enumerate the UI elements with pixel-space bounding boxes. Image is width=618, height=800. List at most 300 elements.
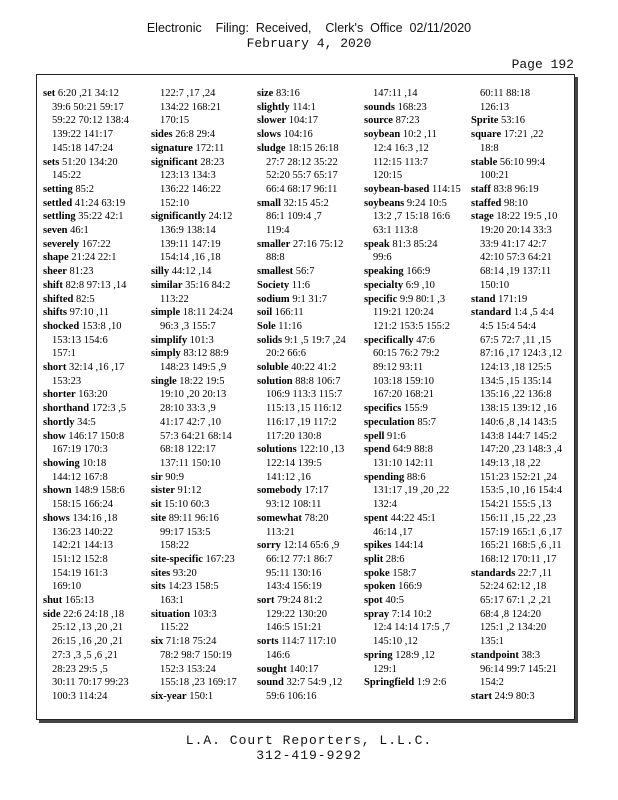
- index-entry: [471, 690, 574, 704]
- index-term: sit: [151, 499, 162, 511]
- index-term: sorts: [257, 636, 279, 648]
- index-entry: [257, 484, 360, 511]
- index-line: [43, 156, 146, 170]
- index-refs: 131:10 142:11: [373, 457, 434, 469]
- index-term: small: [257, 197, 281, 209]
- index-entry: [471, 293, 574, 307]
- index-term: sound: [257, 677, 284, 689]
- index-refs: 158:15 166:24: [52, 499, 113, 511]
- index-refs: 101:3: [189, 334, 214, 346]
- index-refs: 32:15 45:2: [283, 197, 329, 209]
- index-line: [471, 553, 574, 567]
- index-refs: 83:8 96:19: [493, 183, 539, 195]
- index-column-1: [43, 87, 146, 704]
- index-refs: 153:8 ,10: [81, 320, 122, 332]
- index-refs: 151:23 152:21 ,24: [480, 471, 557, 483]
- index-refs: 26:8 29:4: [175, 129, 216, 141]
- index-refs: 103:18 159:10: [373, 375, 434, 387]
- index-line: [471, 375, 574, 389]
- index-line: [43, 580, 146, 594]
- index-line: [151, 471, 254, 485]
- index-term: square: [471, 129, 502, 141]
- index-line: [257, 471, 360, 485]
- index-refs: 144:14: [394, 540, 424, 552]
- index-refs: 90:9: [165, 471, 184, 483]
- index-entry: [471, 114, 574, 128]
- index-refs: 6:20 ,21 34:12: [57, 88, 119, 99]
- index-term: setting: [43, 183, 73, 195]
- index-term: sort: [257, 595, 275, 607]
- index-refs: 12:14 65:6 ,9: [283, 540, 340, 552]
- index-refs: 11:16: [278, 320, 302, 332]
- index-line: [43, 443, 146, 457]
- index-line: [471, 334, 574, 348]
- index-refs: 145:18 147:24: [52, 142, 113, 154]
- index-entry: [471, 306, 574, 566]
- index-refs: 10:2 ,11: [402, 129, 437, 141]
- index-column-5: [471, 87, 574, 704]
- index-refs: 32:14 ,16 ,17: [68, 362, 125, 374]
- index-line: [43, 539, 146, 553]
- index-entry: [151, 375, 254, 471]
- index-line: [471, 567, 574, 581]
- index-line: [364, 526, 467, 540]
- index-refs: 78:2 98:7 150:19: [160, 649, 232, 661]
- index-refs: 99:6: [373, 252, 392, 264]
- index-term: shocked: [43, 320, 80, 332]
- index-line: [471, 265, 574, 279]
- index-refs: 59:22 70:12 138:4: [52, 115, 130, 127]
- index-line: [43, 361, 146, 375]
- index-line: [364, 594, 467, 608]
- index-entry: [151, 580, 254, 607]
- index-refs: 87:23: [395, 115, 420, 127]
- index-line: [43, 690, 146, 704]
- index-line: [364, 87, 467, 101]
- index-term: sodium: [257, 293, 290, 305]
- index-refs: 66:12 77:1 86:7: [266, 553, 333, 565]
- index-term: sites: [151, 567, 171, 579]
- index-line: [151, 594, 254, 608]
- index-entry: [257, 594, 360, 635]
- index-term: settled: [43, 197, 73, 209]
- index-line: [43, 402, 146, 416]
- index-refs: 149:13 ,18 ,22: [480, 457, 541, 469]
- index-refs: 104:16: [283, 129, 313, 141]
- index-term: spend: [364, 444, 391, 456]
- index-refs: 88:6: [406, 471, 426, 483]
- index-line: [43, 388, 146, 402]
- index-term: shortly: [43, 416, 75, 428]
- index-line: [151, 663, 254, 677]
- index-line: [151, 210, 254, 224]
- index-refs: 119:21 120:24: [373, 307, 434, 319]
- index-line: [364, 402, 467, 416]
- index-refs: 27:3 ,3 ,5 ,6 ,21: [52, 649, 118, 661]
- index-line: [364, 114, 467, 128]
- index-entry: [43, 484, 146, 511]
- index-line: [257, 293, 360, 307]
- index-refs: 131:17 ,19 ,20 ,22: [373, 485, 450, 497]
- index-term: solids: [257, 334, 283, 346]
- index-line: [364, 443, 467, 457]
- index-entry: [151, 690, 254, 704]
- index-refs: 124:13 ,18 125:5: [480, 362, 552, 374]
- index-line: [364, 471, 467, 485]
- index-line: [151, 649, 254, 663]
- index-refs: 4:5 15:4 54:4: [480, 320, 537, 332]
- index-term: source: [364, 115, 393, 127]
- index-term: seven: [43, 225, 68, 237]
- index-refs: 79:24 81:2: [277, 595, 323, 607]
- index-refs: 120:15: [373, 170, 403, 182]
- index-line: [43, 183, 146, 197]
- index-refs: 169:10: [52, 581, 82, 593]
- index-refs: 82:5: [75, 293, 95, 305]
- index-term: shifts: [43, 307, 67, 319]
- index-line: [151, 279, 254, 293]
- index-refs: 144:12 167:8: [52, 471, 108, 483]
- index-refs: 158:22: [160, 540, 190, 552]
- index-entry: [364, 580, 467, 594]
- index-line: [151, 539, 254, 553]
- index-line: [151, 101, 254, 115]
- index-line: [364, 251, 467, 265]
- index-line: [151, 608, 254, 622]
- index-refs: 85:7: [417, 416, 437, 428]
- index-line: [471, 690, 574, 704]
- index-term: solutions: [257, 444, 297, 456]
- index-refs: 114:7 117:10: [281, 636, 337, 648]
- index-refs: 171:19: [498, 293, 528, 305]
- index-term: size: [257, 88, 274, 99]
- index-line: [471, 635, 574, 649]
- index-refs: 99:17 153:5: [160, 526, 211, 538]
- index-line: [257, 580, 360, 594]
- index-term: soybean-based: [364, 183, 430, 195]
- index-term: stage: [471, 211, 494, 223]
- index-entry: [151, 279, 254, 306]
- index-line: [43, 334, 146, 348]
- index-refs: 147:11 ,14: [373, 88, 418, 99]
- index-refs: 20:2 66:6: [266, 348, 306, 360]
- index-entry: [43, 430, 146, 457]
- index-line: [471, 251, 574, 265]
- index-refs: 148:9 158:6: [74, 485, 125, 497]
- index-term: soybean: [364, 129, 401, 141]
- index-refs: 117:20 130:8: [266, 430, 322, 442]
- index-term: spray: [364, 608, 390, 620]
- index-entry: [257, 539, 360, 594]
- index-entry: [257, 142, 360, 197]
- index-refs: 83:16: [275, 88, 300, 99]
- index-entry: [471, 210, 574, 292]
- index-line: [364, 169, 467, 183]
- index-refs: 155:9: [403, 403, 428, 415]
- index-line: [43, 347, 146, 361]
- index-refs: 123:13 134:3: [160, 170, 216, 182]
- index-line: [471, 649, 574, 663]
- index-entry: [151, 156, 254, 211]
- index-line: [151, 169, 254, 183]
- index-refs: 150:10: [480, 279, 510, 291]
- index-line: [257, 567, 360, 581]
- index-line: [257, 114, 360, 128]
- index-line: [43, 114, 146, 128]
- index-refs: 141:12 ,16: [266, 471, 311, 483]
- index-line: [151, 87, 254, 101]
- index-line: [364, 265, 467, 279]
- index-refs: 40:5: [385, 595, 404, 607]
- index-refs: 89:11 96:16: [168, 512, 219, 524]
- index-refs: 145:10 ,12: [373, 636, 418, 648]
- index-line: [43, 375, 146, 389]
- index-entry: [257, 87, 360, 101]
- index-entry: [151, 347, 254, 374]
- index-term: specific: [364, 293, 398, 305]
- index-refs: 40:22 41:2: [291, 362, 337, 374]
- index-refs: 154:2: [480, 677, 504, 689]
- index-entry: [43, 156, 146, 183]
- index-entry: [43, 306, 146, 320]
- index-line: [257, 334, 360, 348]
- index-line: [43, 649, 146, 663]
- index-entry: [257, 197, 360, 238]
- index-line: [43, 567, 146, 581]
- index-line: [364, 457, 467, 471]
- index-line: [364, 128, 467, 142]
- index-term: slightly: [257, 101, 290, 113]
- index-line: [43, 169, 146, 183]
- index-term: simplify: [151, 334, 188, 346]
- index-entry: [43, 402, 146, 416]
- index-refs: 115:22: [160, 622, 189, 634]
- index-line: [471, 608, 574, 622]
- index-term: shut: [43, 595, 63, 607]
- index-entry: [364, 334, 467, 403]
- index-refs: 137:11 150:10: [160, 457, 221, 469]
- index-refs: 19:20 20:14 33:3: [480, 225, 552, 237]
- index-line: [257, 484, 360, 498]
- index-term: situation: [151, 608, 191, 620]
- index-entry: [43, 224, 146, 238]
- index-line: [43, 621, 146, 635]
- index-line: [364, 210, 467, 224]
- index-entry: [151, 128, 254, 142]
- index-refs: 25:12 ,13 ,20 ,21: [52, 622, 124, 634]
- index-entry: [471, 197, 574, 211]
- index-refs: 89:12 93:11: [373, 362, 424, 374]
- index-line: [257, 306, 360, 320]
- index-refs: 134:16 ,18: [72, 512, 118, 524]
- index-entry: [257, 334, 360, 361]
- index-line: [257, 553, 360, 567]
- index-refs: 82:8 97:13 ,14: [65, 279, 127, 291]
- index-line: [471, 471, 574, 485]
- index-refs: 56:10 99:4: [499, 156, 546, 168]
- index-entry: [257, 128, 360, 142]
- index-line: [257, 416, 360, 430]
- index-entry: [43, 416, 146, 430]
- index-line: [257, 635, 360, 649]
- index-entry: [43, 594, 146, 608]
- index-line: [364, 156, 467, 170]
- index-entry: [257, 443, 360, 484]
- index-line: [151, 553, 254, 567]
- index-refs: 113:22: [160, 293, 189, 305]
- index-entry: [364, 402, 467, 416]
- index-line: [43, 635, 146, 649]
- index-refs: 153:5 ,10 ,16 154:4: [480, 485, 562, 497]
- index-line: [471, 169, 574, 183]
- index-refs: 28:10 33:3 ,9: [160, 403, 216, 415]
- index-refs: 104:17: [288, 115, 318, 127]
- filing-stamp-date: February 4, 2020: [246, 36, 372, 51]
- index-entry: [257, 238, 360, 265]
- index-line: [471, 114, 574, 128]
- index-entry: [43, 183, 146, 197]
- index-line: [257, 101, 360, 115]
- index-term: standard: [471, 307, 512, 319]
- index-line: [471, 484, 574, 498]
- index-entry: [151, 567, 254, 581]
- index-term: standards: [471, 567, 516, 579]
- index-refs: 143:4 156:19: [266, 581, 322, 593]
- index-line: [151, 690, 254, 704]
- index-entry: [151, 498, 254, 512]
- index-refs: 9:24 10:5: [406, 197, 447, 209]
- index-refs: 26:15 ,16 ,20 ,21: [52, 636, 124, 648]
- index-line: [151, 621, 254, 635]
- index-refs: 87:16 ,17 124:3 ,12: [480, 348, 562, 360]
- index-line: [151, 183, 254, 197]
- index-line: [43, 512, 146, 526]
- index-line: [471, 293, 574, 307]
- index-refs: 86:1 109:4 ,7: [266, 211, 322, 223]
- index-line: [257, 320, 360, 334]
- index-entry: [364, 512, 467, 539]
- index-refs: 12:4 14:14 17:5 ,7: [373, 622, 451, 634]
- index-line: [364, 663, 467, 677]
- index-term: shape: [43, 252, 69, 264]
- index-line: [471, 402, 574, 416]
- index-refs: 142:21 144:13: [52, 540, 113, 552]
- index-refs: 103:3: [192, 608, 217, 620]
- index-term: showing: [43, 457, 80, 469]
- index-term: somebody: [257, 485, 302, 497]
- index-refs: 146:6: [266, 649, 290, 661]
- index-entry: [364, 416, 467, 430]
- index-refs: 14:23 158:5: [168, 581, 219, 593]
- index-refs: 52:24 62:12 ,18: [480, 581, 547, 593]
- index-refs: 30:11 70:17 99:23: [52, 677, 129, 689]
- index-entry: [257, 279, 360, 293]
- index-line: [151, 580, 254, 594]
- index-line: [257, 265, 360, 279]
- index-refs: 1:4 ,5 4:4: [513, 307, 554, 319]
- index-refs: 96:14 99:7 145:21: [480, 663, 558, 675]
- index-entry: [364, 608, 467, 649]
- index-entry: [364, 539, 467, 553]
- index-refs: 97:10 ,11: [69, 307, 109, 319]
- index-refs: 140:6 ,8 ,14 143:5: [480, 416, 557, 428]
- index-entry: [257, 293, 360, 307]
- index-line: [257, 87, 360, 101]
- index-refs: 56:7: [295, 266, 315, 278]
- index-refs: 165:13: [64, 595, 95, 607]
- index-refs: 95:11 130:16: [266, 567, 322, 579]
- index-term: sits: [151, 581, 166, 593]
- index-entry: [257, 375, 360, 444]
- index-refs: 44:22 45:1: [390, 512, 436, 524]
- index-line: [257, 457, 360, 471]
- index-refs: 9:1 31:7: [292, 293, 328, 305]
- index-line: [364, 553, 467, 567]
- index-line: [471, 128, 574, 142]
- index-term: shift: [43, 279, 63, 291]
- index-refs: 57:3 64:21 68:14: [160, 430, 232, 442]
- index-refs: 100:3 114:24: [52, 690, 108, 702]
- index-entry: [364, 471, 467, 512]
- index-refs: 114:15: [431, 183, 461, 195]
- index-line: [151, 443, 254, 457]
- index-line: [471, 101, 574, 115]
- index-term: sir: [151, 471, 163, 483]
- index-entry: [151, 635, 254, 690]
- index-line: [471, 676, 574, 690]
- index-line: [257, 649, 360, 663]
- index-line: [257, 676, 360, 690]
- index-term: similar: [151, 279, 183, 291]
- index-term: specifically: [364, 334, 414, 346]
- index-entry: [364, 197, 467, 238]
- index-refs: 122:7 ,17 ,24: [160, 88, 216, 99]
- index-line: [364, 306, 467, 320]
- index-line: [43, 430, 146, 444]
- index-refs: 129:1: [373, 663, 397, 675]
- index-term: sheer: [43, 266, 67, 278]
- index-line: [257, 594, 360, 608]
- index-term: stand: [471, 293, 496, 305]
- index-refs: 126:13: [480, 101, 510, 113]
- index-line: [471, 361, 574, 375]
- index-line: [364, 512, 467, 526]
- index-entry: [471, 183, 574, 197]
- index-entry: [151, 484, 254, 498]
- index-column-2: [151, 87, 254, 704]
- index-term: sorry: [257, 540, 281, 552]
- index-line: [151, 430, 254, 444]
- index-line: [471, 156, 574, 170]
- index-refs: 136:9 138:14: [160, 225, 216, 237]
- index-line: [364, 183, 467, 197]
- index-entry: [364, 553, 467, 567]
- index-line: [471, 526, 574, 540]
- index-term: somewhat: [257, 512, 302, 524]
- index-line: [364, 484, 467, 498]
- index-entry: [364, 676, 467, 690]
- index-line: [364, 498, 467, 512]
- index-refs: 7:14 10:2: [391, 608, 432, 620]
- index-entry: [43, 87, 146, 156]
- index-line: [43, 210, 146, 224]
- index-refs: 140:17: [289, 663, 319, 675]
- index-term: side: [43, 608, 61, 620]
- index-refs: 156:11 ,15 ,22 ,23: [480, 512, 557, 524]
- index-line: [257, 621, 360, 635]
- index-term: solution: [257, 375, 293, 387]
- index-term: Sprite: [471, 115, 499, 127]
